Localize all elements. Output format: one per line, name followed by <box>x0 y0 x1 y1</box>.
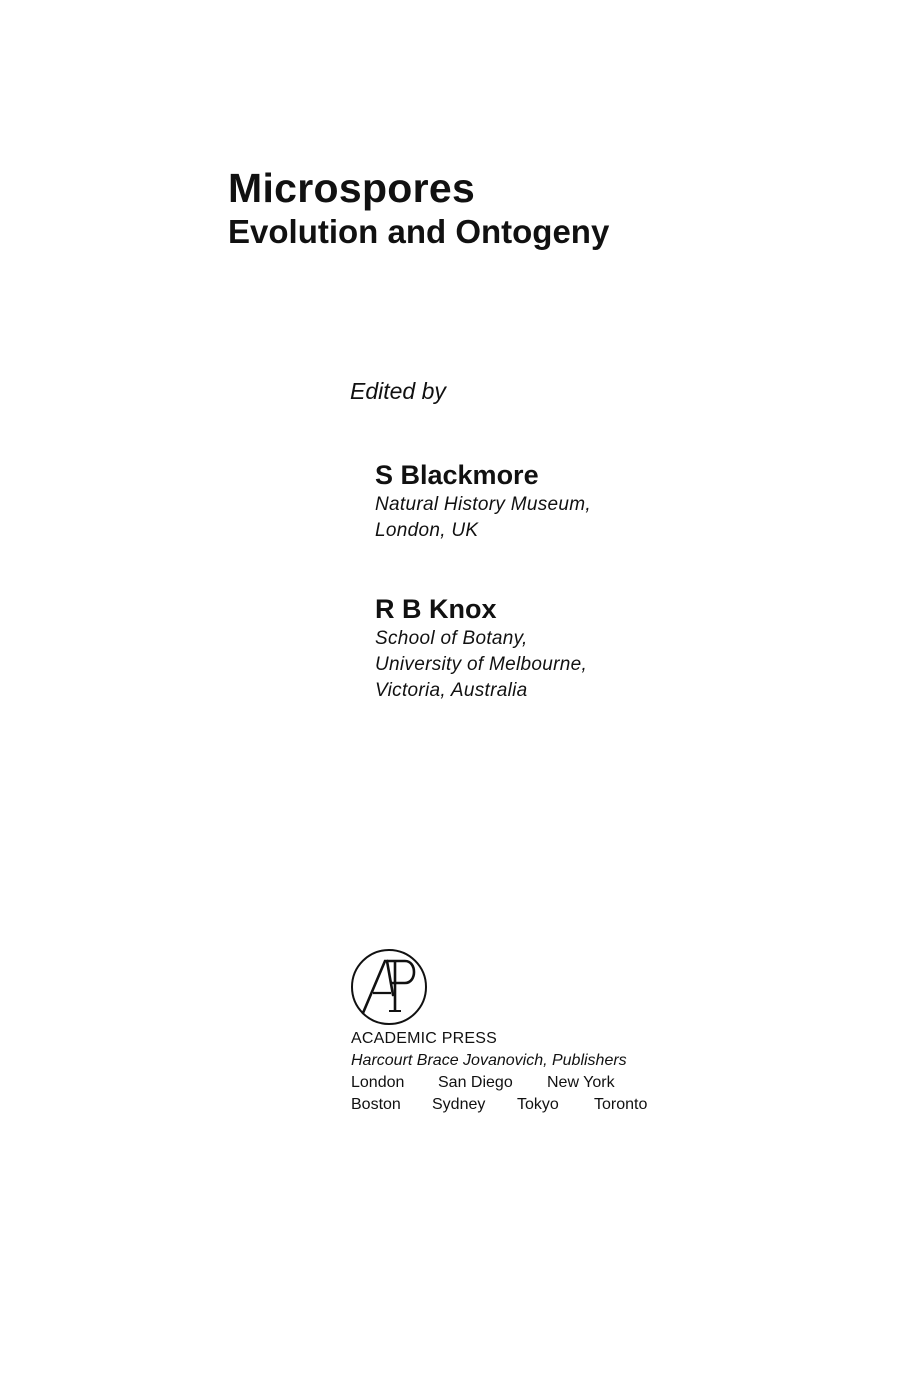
publisher-city: New York <box>547 1074 615 1091</box>
publisher-city: Toronto <box>594 1096 648 1113</box>
editor-affiliation-line: University of Melbourne, <box>375 654 588 675</box>
publisher-city: Sydney <box>432 1096 486 1113</box>
publisher-block <box>351 1028 671 1116</box>
editor-affiliation-line: School of Botany, <box>375 628 528 649</box>
editor-affiliation-line: London, UK <box>375 520 479 541</box>
publisher-cities-row <box>351 1072 671 1094</box>
editor-affiliation-line: Victoria, Australia <box>375 680 528 701</box>
publisher-city: London <box>351 1074 405 1091</box>
publisher-city: San Diego <box>438 1074 513 1091</box>
editor-affiliation-line: Natural History Museum, <box>375 494 591 515</box>
publisher-name: ACADEMIC PRESS <box>351 1030 497 1047</box>
editor-block <box>375 458 591 544</box>
editor-name: S Blackmore <box>375 460 539 490</box>
publisher-subline: Harcourt Brace Jovanovich, Publishers <box>351 1052 627 1069</box>
publisher-city: Tokyo <box>517 1096 559 1113</box>
academic-press-logo-icon <box>349 947 429 1027</box>
editor-block <box>375 592 587 704</box>
book-subtitle: Evolution and Ontogeny <box>228 213 610 250</box>
publisher-city: Boston <box>351 1096 401 1113</box>
editor-name: R B Knox <box>375 594 497 624</box>
edited-by-label: Edited by <box>350 378 446 404</box>
book-title: Microspores <box>228 165 476 211</box>
publisher-cities-row <box>351 1094 671 1116</box>
